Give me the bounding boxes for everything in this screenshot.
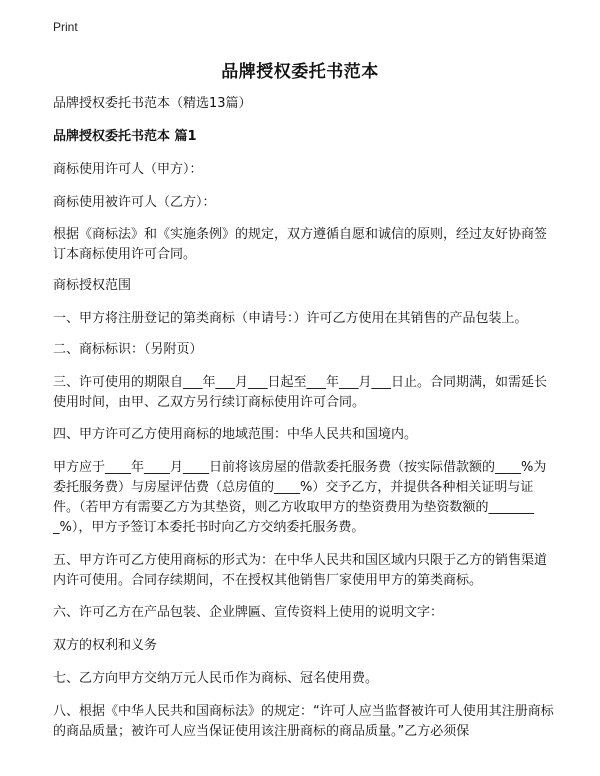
paragraph-clause-7: 七、乙方向甲方交纳万元人民币作为商标、冠名使用费。: [53, 671, 379, 686]
paragraph-clause-2: 二、商标标识：（另附页）: [53, 342, 203, 357]
paragraph-fee: 甲方应于____年____月____日前将该房屋的借款委托服务费（按实际借款额的____%为委托服务费）与房屋评估费（总房值的____%）交予乙方，并提供各种相关证明与证件。（若甲方有需要乙方为其垫资，则乙方收取甲方的垫资费用为垫资数额的________%），甲方予签订本委托书时向乙方交纳委托服务费。: [53, 460, 547, 535]
paragraph-rights-heading: 双方的权利和义务: [53, 638, 158, 653]
document-body: [53, 94, 558, 742]
document-subtitle: 品牌授权委托书范本（精选13篇）: [53, 96, 252, 111]
paragraph-scope-heading: 商标授权范围: [53, 278, 132, 293]
paragraph-clause-3: 三、许可使用的期限自___年___月___日起至___年___月___日止。合同期满，如需延长使用时间，由甲、乙双方另行续订商标使用许可合同。: [53, 375, 548, 410]
document-title: 品牌授权委托书范本: [221, 62, 379, 82]
print-link[interactable]: Print: [53, 20, 78, 34]
section-heading: 品牌授权委托书范本 篇1: [53, 129, 197, 144]
paragraph-clause-8: 八、根据《中华人民共和国商标法》的规定：“许可人应当监督被许可人使用其注册商标的商品质量；被许可人应当保证使用该注册商标的商品质量。”乙方必须保: [53, 704, 554, 739]
paragraph-clause-5: 五、甲方许可乙方使用商标的形式为：在中华人民共和国区域内只限于乙方的销售渠道内许可使用。合同存续期间，不在授权其他销售厂家使用甲方的第类商标。: [53, 553, 548, 588]
paragraph-basis: 根据《商标法》和《实施条例》的规定，双方遵循自愿和诚信的原则，经过友好协商签订本商标使用许可合同。: [53, 227, 548, 262]
paragraph-licensor: 商标使用许可人（甲方）：: [53, 162, 203, 177]
paragraph-clause-4: 四、甲方许可乙方使用商标的地域范围：中华人民共和国境内。: [53, 427, 418, 442]
paragraph-licensee: 商标使用被许可人（乙方）：: [53, 195, 216, 210]
paragraph-clause-6: 六、许可乙方在产品包装、企业牌匾、宣传资料上使用的说明文字：: [53, 605, 444, 620]
paragraph-clause-1: 一、甲方将注册登记的第类商标（申请号：）许可乙方使用在其销售的产品包装上。: [53, 311, 528, 326]
